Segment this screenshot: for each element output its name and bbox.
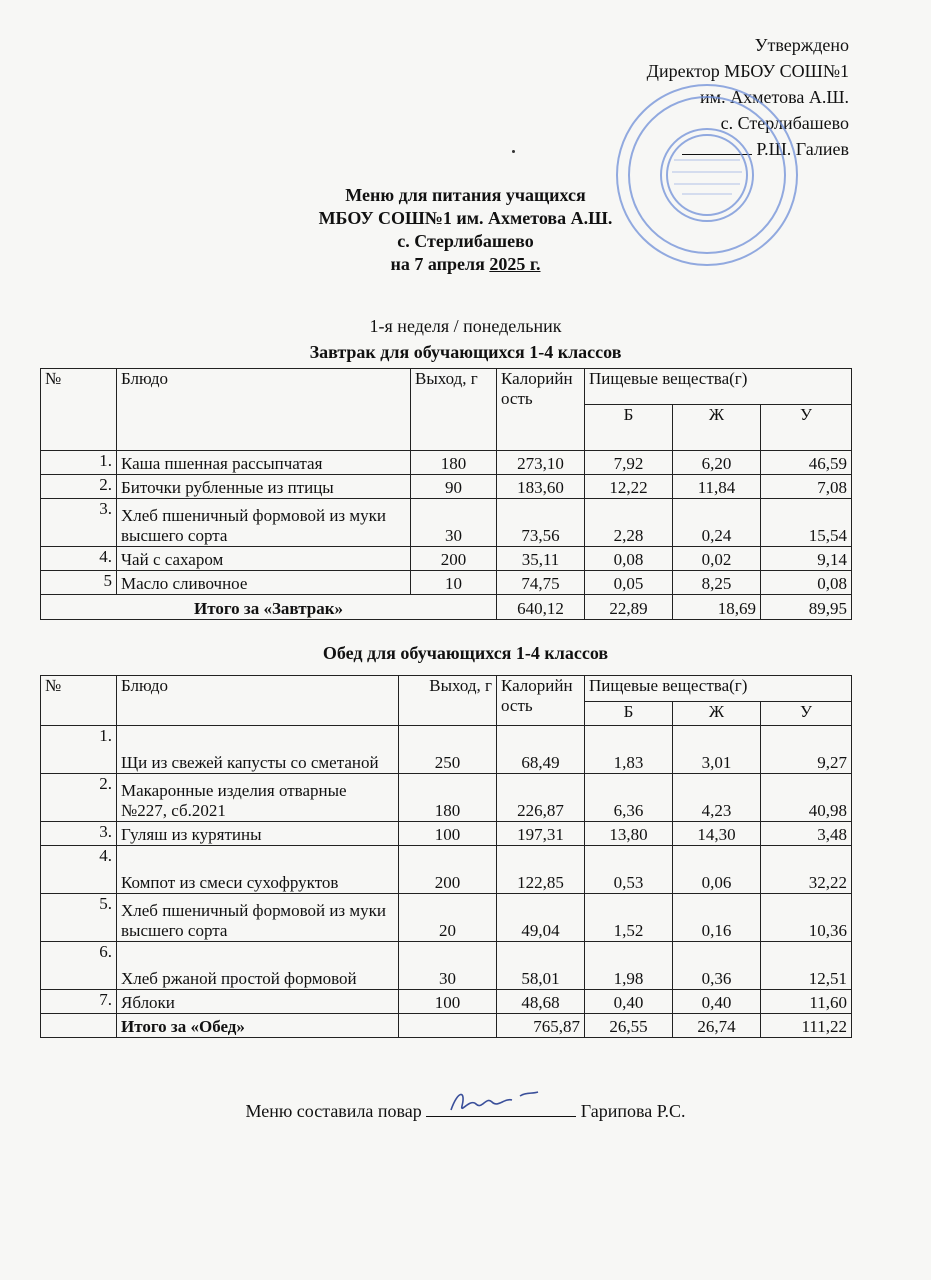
carbs-value: 46,59: [761, 451, 852, 475]
carbs-value: 0,08: [761, 571, 852, 595]
lunch-total-protein: 26,55: [585, 1014, 673, 1038]
breakfast-rows: [41, 451, 852, 595]
approval-school: им. Ахметова А.Ш.: [700, 87, 849, 107]
row-number: 2.: [41, 774, 117, 822]
fat-value: 8,25: [673, 571, 761, 595]
carbs-value: 40,98: [761, 774, 852, 822]
table-row: [41, 499, 852, 547]
breakfast-total-fat: 18,69: [673, 595, 761, 620]
protein-value: 2,28: [585, 499, 673, 547]
row-number: 1.: [41, 726, 117, 774]
lunch-total-spacer: [41, 1014, 117, 1038]
carbs-value: 9,27: [761, 726, 852, 774]
fat-value: 0,06: [673, 846, 761, 894]
row-number: 4.: [41, 846, 117, 894]
table-row: [41, 846, 852, 894]
calories-value: 273,10: [497, 451, 585, 475]
header-fat: Ж: [673, 405, 761, 451]
title-line-2: МБОУ СОШ№1 им. Ахметова А.Ш.: [318, 208, 613, 228]
fat-value: 4,23: [673, 774, 761, 822]
yield-value: 250: [399, 726, 497, 774]
yield-value: 180: [411, 451, 497, 475]
footer-prefix: Меню составила повар: [245, 1101, 422, 1121]
dish-name: Макаронные изделия отварные №227, сб.2021: [117, 774, 399, 822]
table-row: [41, 451, 852, 475]
protein-value: 0,53: [585, 846, 673, 894]
yield-value: 200: [399, 846, 497, 894]
table-row: [41, 774, 852, 822]
header-nutrients: Пищевые вещества(г): [585, 369, 852, 405]
protein-value: 1,52: [585, 894, 673, 942]
lunch-total-row: [41, 1014, 852, 1038]
dish-name: Чай с сахаром: [117, 547, 411, 571]
header-carbs: У: [761, 702, 852, 726]
header-number: №: [41, 369, 117, 451]
dish-name: Хлеб пшеничный формовой из муки высшего сорта: [117, 499, 411, 547]
title-line-1: Меню для питания учащихся: [345, 185, 586, 205]
calories-value: 122,85: [497, 846, 585, 894]
table-row: [41, 475, 852, 499]
calories-value: 49,04: [497, 894, 585, 942]
cook-signature: [426, 1098, 576, 1117]
carbs-value: 10,36: [761, 894, 852, 942]
breakfast-title: Завтрак для обучающихся 1-4 классов: [309, 342, 622, 362]
yield-value: 10: [411, 571, 497, 595]
lunch-rows: [41, 726, 852, 1014]
breakfast-total-carbs: 89,95: [761, 595, 852, 620]
table-row: [41, 571, 852, 595]
yield-value: 100: [399, 990, 497, 1014]
table-row: [41, 822, 852, 846]
header-protein: Б: [585, 405, 673, 451]
signature-scribble: [446, 1088, 556, 1118]
carbs-value: 3,48: [761, 822, 852, 846]
breakfast-total-row: [41, 595, 852, 620]
lunch-total-label: Итого за «Обед»: [117, 1014, 399, 1038]
calories-value: 68,49: [497, 726, 585, 774]
row-number: 3.: [41, 499, 117, 547]
week-label: 1-я неделя / понедельник: [369, 316, 562, 336]
yield-value: 30: [399, 942, 497, 990]
header-dish: Блюдо: [117, 369, 411, 451]
fat-value: 0,36: [673, 942, 761, 990]
dish-name: Каша пшенная рассыпчатая: [117, 451, 411, 475]
carbs-value: 7,08: [761, 475, 852, 499]
row-number: 6.: [41, 942, 117, 990]
lunch-total-carbs: 111,22: [761, 1014, 852, 1038]
footer-cook-name: Гарипова Р.С.: [580, 1101, 686, 1121]
footer: [0, 1098, 931, 1122]
protein-value: 6,36: [585, 774, 673, 822]
dish-name: Компот из смеси сухофруктов: [117, 846, 399, 894]
breakfast-total-label: Итого за «Завтрак»: [41, 595, 497, 620]
header-yield: Выход, г: [411, 369, 497, 451]
row-number: 3.: [41, 822, 117, 846]
dish-name: Гуляш из курятины: [117, 822, 399, 846]
fat-value: 3,01: [673, 726, 761, 774]
breakfast-total-protein: 22,89: [585, 595, 673, 620]
header-yield: Выход, г: [399, 676, 497, 726]
lunch-table: [40, 675, 852, 1038]
calories-value: 74,75: [497, 571, 585, 595]
lunch-title: Обед для обучающихся 1-4 классов: [322, 643, 609, 663]
title-line-3: с. Стерлибашево: [397, 231, 534, 251]
calories-value: 48,68: [497, 990, 585, 1014]
protein-value: 7,92: [585, 451, 673, 475]
table-row: [41, 547, 852, 571]
fat-value: 0,16: [673, 894, 761, 942]
header-carbs: У: [761, 405, 852, 451]
header-calories: Калорийность: [497, 369, 585, 451]
calories-value: 35,11: [497, 547, 585, 571]
header-nutrients: Пищевые вещества(г): [585, 676, 852, 702]
row-number: 5: [41, 571, 117, 595]
calories-value: 197,31: [497, 822, 585, 846]
fat-value: 14,30: [673, 822, 761, 846]
approval-director-name: Р.Ш. Галиев: [756, 139, 849, 159]
lunch-total-kcal: 765,87: [497, 1014, 585, 1038]
fat-value: 0,24: [673, 499, 761, 547]
yield-value: 200: [411, 547, 497, 571]
carbs-value: 32,22: [761, 846, 852, 894]
dish-name: Хлеб ржаной простой формовой: [117, 942, 399, 990]
protein-value: 12,22: [585, 475, 673, 499]
protein-value: 0,40: [585, 990, 673, 1014]
fat-value: 11,84: [673, 475, 761, 499]
calories-value: 183,60: [497, 475, 585, 499]
dish-name: Биточки рубленные из птицы: [117, 475, 411, 499]
title-date-year: 2025 г.: [489, 254, 541, 274]
yield-value: 100: [399, 822, 497, 846]
row-number: 2.: [41, 475, 117, 499]
protein-value: 13,80: [585, 822, 673, 846]
dish-name: Хлеб пшеничный формовой из муки высшего сорта: [117, 894, 399, 942]
table-row: [41, 894, 852, 942]
fat-value: 0,40: [673, 990, 761, 1014]
row-number: 1.: [41, 451, 117, 475]
yield-value: 20: [399, 894, 497, 942]
yield-value: 90: [411, 475, 497, 499]
yield-value: 30: [411, 499, 497, 547]
fat-value: 0,02: [673, 547, 761, 571]
table-row: [41, 990, 852, 1014]
calories-value: 226,87: [497, 774, 585, 822]
header-dish: Блюдо: [117, 676, 399, 726]
fat-value: 6,20: [673, 451, 761, 475]
title-date: [0, 253, 931, 276]
header-protein: Б: [585, 702, 673, 726]
lunch-total-fat: 26,74: [673, 1014, 761, 1038]
calories-value: 73,56: [497, 499, 585, 547]
stray-mark: [512, 150, 515, 153]
yield-value: 180: [399, 774, 497, 822]
protein-value: 1,83: [585, 726, 673, 774]
protein-value: 1,98: [585, 942, 673, 990]
calories-value: 58,01: [497, 942, 585, 990]
approval-village: с. Стерлибашево: [720, 113, 849, 133]
dish-name: Щи из свежей капусты со сметаной: [117, 726, 399, 774]
header-fat: Ж: [673, 702, 761, 726]
approval-label: Утверждено: [754, 35, 849, 55]
lunch-total-blank: [399, 1014, 497, 1038]
approval-position: Директор МБОУ СОШ№1: [646, 61, 849, 81]
row-number: 5.: [41, 894, 117, 942]
carbs-value: 11,60: [761, 990, 852, 1014]
carbs-value: 12,51: [761, 942, 852, 990]
carbs-value: 15,54: [761, 499, 852, 547]
header-number: №: [41, 676, 117, 726]
dish-name: Масло сливочное: [117, 571, 411, 595]
header-calories: Калорийность: [497, 676, 585, 726]
breakfast-total-kcal: 640,12: [497, 595, 585, 620]
protein-value: 0,05: [585, 571, 673, 595]
document-title: [0, 184, 931, 276]
table-row: [41, 942, 852, 990]
breakfast-table: [40, 368, 852, 620]
row-number: 4.: [41, 547, 117, 571]
carbs-value: 9,14: [761, 547, 852, 571]
protein-value: 0,08: [585, 547, 673, 571]
row-number: 7.: [41, 990, 117, 1014]
dish-name: Яблоки: [117, 990, 399, 1014]
table-row: [41, 726, 852, 774]
title-date-prefix: на 7 апреля: [390, 254, 490, 274]
